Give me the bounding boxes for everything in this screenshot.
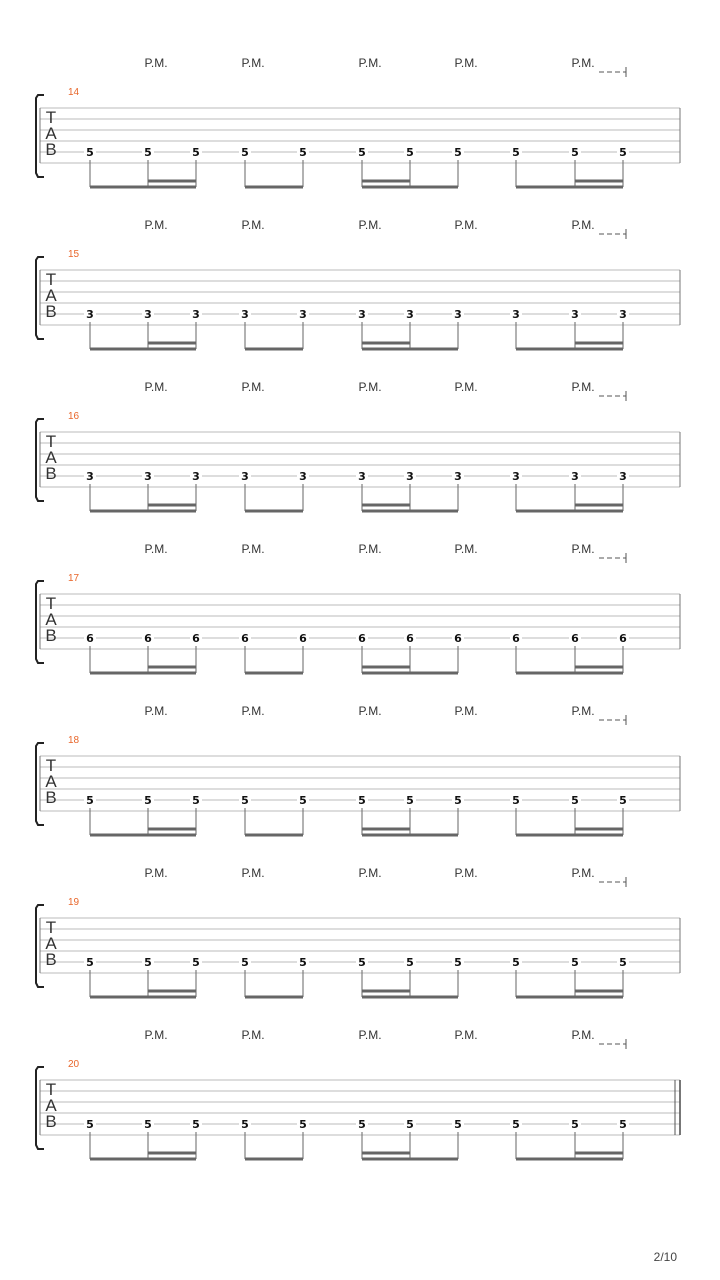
beam-secondary [575,180,623,183]
beam [245,834,303,837]
tab-clef-letter: T [45,594,57,613]
beam [362,348,458,351]
fret-number: 5 [241,146,249,159]
page-number: 2/10 [653,1250,677,1264]
palm-mute-label: P.M. [241,218,265,232]
fret-number: 3 [299,470,307,483]
tab-clef-letter: T [45,108,57,127]
beam [245,186,303,189]
beam [90,834,196,837]
measure-number: 17 [68,573,80,584]
palm-mute-label: P.M. [358,56,382,70]
palm-mute-label: P.M. [571,866,595,880]
fret-number: 3 [358,470,366,483]
tab-clef-letter: B [45,788,57,807]
tab-clef-letter: T [45,756,57,775]
palm-mute-label: P.M. [571,380,595,394]
beam [516,348,623,351]
beam [90,996,196,999]
fret-number: 5 [241,956,249,969]
palm-mute-label: P.M. [144,542,168,556]
beam-secondary [148,828,196,831]
fret-number: 3 [144,308,152,321]
fret-number: 5 [299,956,307,969]
fret-number: 5 [571,794,579,807]
fret-number: 5 [299,1118,307,1131]
fret-number: 5 [192,146,200,159]
palm-mute-label: P.M. [571,1028,595,1042]
palm-mute-label: P.M. [454,1028,478,1042]
palm-mute-label: P.M. [358,542,382,556]
beam-secondary [148,1152,196,1155]
fret-number: 5 [406,956,414,969]
fret-number: 5 [358,1118,366,1131]
fret-number: 5 [192,794,200,807]
tab-clef-letter: T [45,1080,57,1099]
palm-mute-label: P.M. [144,1028,168,1042]
palm-mute-label: P.M. [144,380,168,394]
tab-clef-letter: A [45,448,57,467]
fret-number: 3 [512,470,520,483]
tab-clef-letter: T [45,918,57,937]
beam-secondary [362,504,410,507]
measure-number: 16 [68,411,80,422]
fret-number: 3 [358,308,366,321]
beam [90,672,196,675]
beam [516,186,623,189]
beam-secondary [148,504,196,507]
fret-number: 5 [406,794,414,807]
fret-number: 5 [86,956,94,969]
fret-number: 3 [406,308,414,321]
palm-mute-label: P.M. [454,380,478,394]
palm-mute-label: P.M. [571,218,595,232]
beam-secondary [362,1152,410,1155]
fret-number: 3 [571,308,579,321]
fret-number: 3 [454,470,462,483]
beam [362,996,458,999]
tab-clef-letter: B [45,1112,57,1131]
fret-number: 5 [358,956,366,969]
beam [516,510,623,513]
palm-mute-label: P.M. [454,542,478,556]
beam [362,510,458,513]
fret-number: 5 [358,146,366,159]
tab-clef-letter: A [45,124,57,143]
palm-mute-label: P.M. [358,866,382,880]
fret-number: 6 [241,632,249,645]
palm-mute-label: P.M. [571,56,595,70]
tab-clef-letter: A [45,1096,57,1115]
beam-secondary [575,342,623,345]
palm-mute-label: P.M. [358,1028,382,1042]
fret-number: 5 [299,146,307,159]
tab-clef-letter: A [45,772,57,791]
palm-mute-label: P.M. [144,704,168,718]
beam-secondary [362,180,410,183]
palm-mute-label: P.M. [454,704,478,718]
fret-number: 6 [406,632,414,645]
fret-number: 5 [571,1118,579,1131]
palm-mute-label: P.M. [571,704,595,718]
palm-mute-label: P.M. [144,56,168,70]
fret-number: 5 [144,1118,152,1131]
palm-mute-label: P.M. [241,1028,265,1042]
fret-number: 5 [512,956,520,969]
fret-number: 5 [571,146,579,159]
fret-number: 5 [454,146,462,159]
fret-number: 3 [619,308,627,321]
fret-number: 5 [144,146,152,159]
beam [90,348,196,351]
fret-number: 3 [406,470,414,483]
measure-number: 19 [68,897,80,908]
beam [245,672,303,675]
beam [362,1158,458,1161]
fret-number: 5 [454,956,462,969]
palm-mute-label: P.M. [241,56,265,70]
palm-mute-label: P.M. [358,380,382,394]
fret-number: 5 [454,1118,462,1131]
palm-mute-label: P.M. [358,218,382,232]
beam [362,672,458,675]
beam-secondary [362,342,410,345]
fret-number: 5 [406,1118,414,1131]
fret-number: 5 [241,1118,249,1131]
beam [245,510,303,513]
measure-number: 15 [68,249,80,260]
beam-secondary [148,990,196,993]
beam [245,996,303,999]
fret-number: 6 [192,632,200,645]
beam-secondary [362,990,410,993]
beam-secondary [362,666,410,669]
tab-clef-letter: B [45,140,57,159]
beam [90,186,196,189]
beam [516,672,623,675]
beam-secondary [575,990,623,993]
palm-mute-label: P.M. [571,542,595,556]
beam-secondary [148,180,196,183]
fret-number: 6 [512,632,520,645]
beam [516,834,623,837]
fret-number: 5 [192,956,200,969]
fret-number: 5 [512,146,520,159]
fret-number: 5 [86,794,94,807]
measure-number: 18 [68,735,80,746]
fret-number: 6 [299,632,307,645]
palm-mute-label: P.M. [144,218,168,232]
measure-number: 14 [68,87,80,98]
fret-number: 6 [144,632,152,645]
tab-clef-letter: A [45,610,57,629]
palm-mute-label: P.M. [454,218,478,232]
fret-number: 3 [571,470,579,483]
fret-number: 6 [358,632,366,645]
fret-number: 5 [619,794,627,807]
beam-secondary [575,504,623,507]
beam-secondary [362,828,410,831]
palm-mute-label: P.M. [454,56,478,70]
fret-number: 3 [192,308,200,321]
tab-clef-letter: A [45,934,57,953]
palm-mute-label: P.M. [241,704,265,718]
tab-clef-letter: T [45,432,57,451]
beam [90,1158,196,1161]
measure-number: 20 [68,1059,80,1070]
fret-number: 5 [144,956,152,969]
tab-clef-letter: B [45,302,57,321]
palm-mute-label: P.M. [241,542,265,556]
fret-number: 5 [454,794,462,807]
fret-number: 5 [241,794,249,807]
fret-number: 3 [86,470,94,483]
fret-number: 5 [192,1118,200,1131]
palm-mute-label: P.M. [358,704,382,718]
fret-number: 3 [241,308,249,321]
fret-number: 6 [86,632,94,645]
fret-number: 5 [358,794,366,807]
fret-number: 5 [512,1118,520,1131]
tab-clef-letter: A [45,286,57,305]
fret-number: 5 [512,794,520,807]
beam-secondary [575,666,623,669]
fret-number: 5 [144,794,152,807]
fret-number: 5 [619,146,627,159]
fret-number: 5 [619,956,627,969]
tab-clef-letter: T [45,270,57,289]
fret-number: 3 [86,308,94,321]
fret-number: 5 [571,956,579,969]
fret-number: 3 [512,308,520,321]
beam-secondary [575,1152,623,1155]
fret-number: 6 [571,632,579,645]
fret-number: 6 [454,632,462,645]
beam-secondary [148,666,196,669]
fret-number: 3 [454,308,462,321]
beam [245,1158,303,1161]
tab-clef-letter: B [45,464,57,483]
beam [90,510,196,513]
fret-number: 5 [299,794,307,807]
beam [245,348,303,351]
beam-secondary [148,342,196,345]
beam [516,996,623,999]
fret-number: 3 [299,308,307,321]
beam-secondary [575,828,623,831]
tab-clef-letter: B [45,950,57,969]
fret-number: 5 [619,1118,627,1131]
palm-mute-label: P.M. [241,380,265,394]
fret-number: 3 [241,470,249,483]
fret-number: 3 [619,470,627,483]
fret-number: 5 [86,146,94,159]
beam [362,186,458,189]
palm-mute-label: P.M. [454,866,478,880]
fret-number: 3 [192,470,200,483]
beam [516,1158,623,1161]
fret-number: 3 [144,470,152,483]
beam [362,834,458,837]
fret-number: 5 [86,1118,94,1131]
fret-number: 6 [619,632,627,645]
tab-clef-letter: B [45,626,57,645]
palm-mute-label: P.M. [241,866,265,880]
palm-mute-label: P.M. [144,866,168,880]
fret-number: 5 [406,146,414,159]
